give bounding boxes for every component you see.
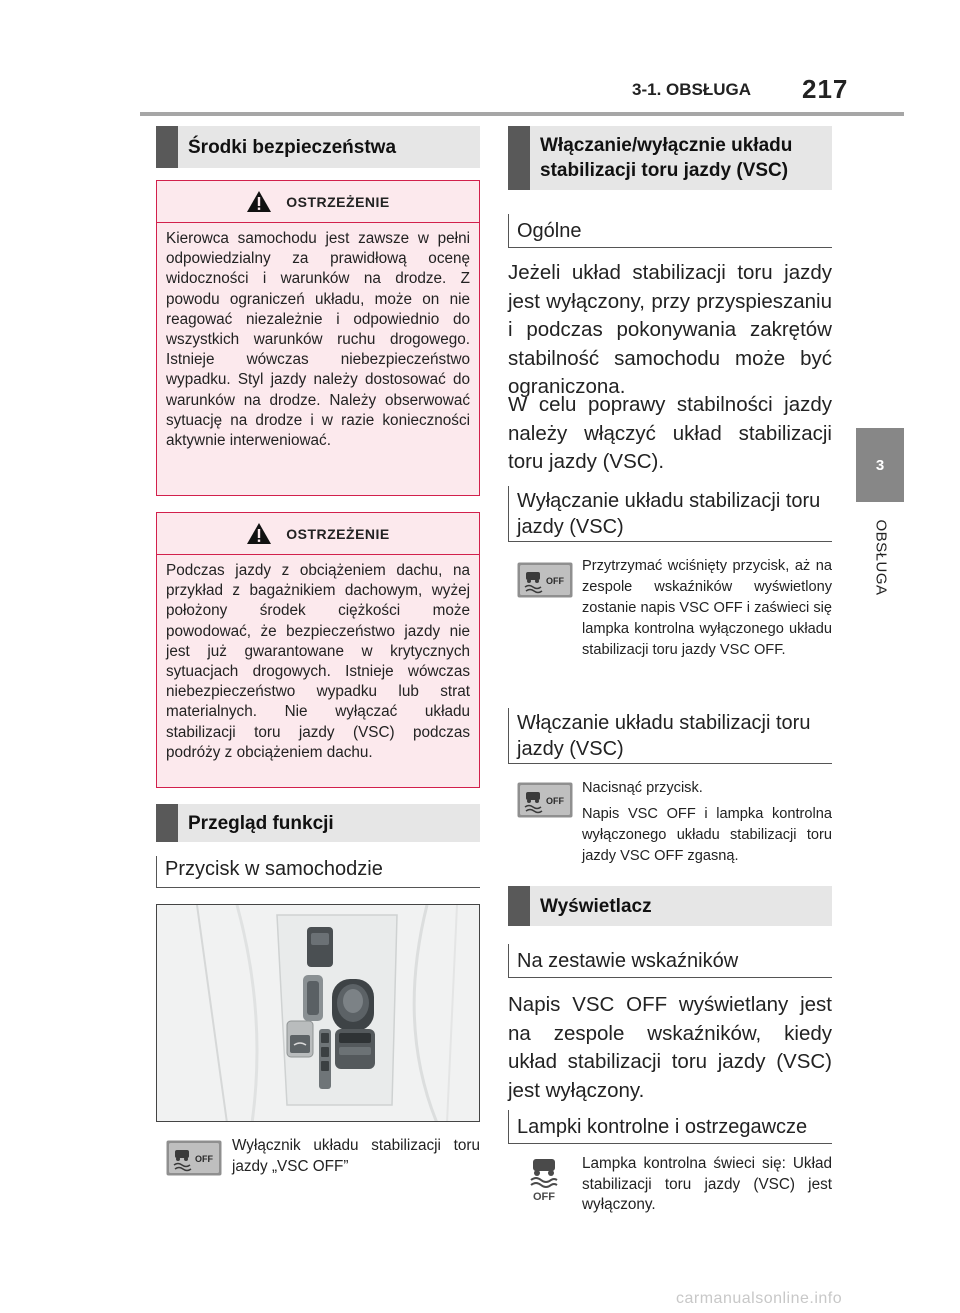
section-heading-safety: Środki bezpieczeństwa	[156, 126, 480, 168]
vsc-off-instructions: Przytrzymać wciśnięty przycisk, aż na zespole wskaźników wyświetlony zostanie napis VSC OFF i zaświeci się lampka kontrolna wyłączonego układu stabilizacji toru jazdy VSC OFF.	[582, 558, 832, 658]
page-number: 217	[802, 74, 849, 104]
vsc-off-indicator-icon	[526, 1156, 562, 1202]
subheading-vsc-on: Włączanie układu stabilizacji toru jazdy (VSC)	[508, 708, 832, 764]
warning-text: Podczas jazdy z obciążeniem dachu, na przykład z bagażnikiem dachowym, wyżej położony środek ciężkości może powodować, że bezpieczeństwo jazdy nie jest już gwarantowane w krytycznych sytuacjach drogowych. Istnieje wówczas niebezpieczeństwo wypadku lub strat materialnych. Nie wyłączać układu stabilizacji toru jazdy (VSC) podczas podróży z obciążeniem dachu.	[166, 562, 470, 761]
warning-text: Kierowca samochodu jest zawsze w pełni odpowiedzialny za prawidłową ocenę widoczności i warunków na drodze. Z powodu ograniczeń układu, może on nie reagować niezależnie i odpowiednio do wszystkich warunków ruchu drogowego. Istnieje wówczas niebezpieczeństwo wypadku. Styl jazdy należy dostosować do warunków na drodze. Należy obserwować sytuację na drodze i w razie konieczności aktywnie interweniować.	[166, 230, 470, 450]
watermark: carmanualsonline.info	[676, 1290, 843, 1307]
vsc-off-button-icon	[166, 1140, 222, 1176]
subheading-button: Przycisk w samochodzie	[156, 856, 480, 888]
section-heading-display: Wyświetlacz	[508, 886, 832, 926]
warning-box-1	[156, 180, 480, 496]
warning-box-2	[156, 512, 480, 788]
paragraph-display: Napis VSC OFF wyświetlany jest na zespole wskaźników, kiedy układ stabilizacji toru jazdy (VSC) jest wyłączony.	[508, 993, 832, 1102]
vsc-on-step-2: Napis VSC OFF i lampka kontrolna wyłączonego układu stabilizacji toru jazdy VSC OFF zgasną.	[582, 806, 832, 864]
subheading-lamps: Lampki kontrolne i ostrzegawcze	[508, 1110, 832, 1144]
section-heading-overview: Przegląd funkcji	[156, 804, 480, 842]
chapter-number: 3	[875, 456, 885, 474]
paragraph-general-2: W celu poprawy stabilności jazdy należy włączyć układ stabilizacji toru jazdy (VSC).	[508, 393, 832, 474]
section-heading-vsc-toggle: Włączanie/wyłącznie układu stabilizacji toru jazdy (VSC)	[508, 126, 832, 190]
warning-triangle-icon	[246, 190, 272, 213]
svg-text:OFF: OFF	[546, 576, 564, 586]
vsc-off-button-icon	[517, 562, 573, 598]
subheading-vsc-off: Wyłączanie układu stabilizacji toru jazdy (VSC)	[508, 486, 832, 542]
vsc-on-step-1: Nacisnąć przycisk.	[582, 780, 703, 796]
chapter-tab	[856, 428, 904, 502]
console-photo	[156, 904, 480, 1122]
header-rule	[140, 112, 904, 116]
lamp-description: Lampka kontrolna świeci się: Układ stabilizacji toru jazdy (VSC) jest wyłączony.	[582, 1155, 832, 1213]
vsc-off-button-icon	[517, 782, 573, 818]
running-header-section: 3-1. OBSŁUGA	[632, 80, 752, 99]
subheading-general: Ogólne	[508, 214, 832, 248]
button-caption: Wyłącznik układu stabilizacji toru jazdy „VSC OFF”	[232, 1137, 480, 1175]
svg-text:OFF: OFF	[533, 1191, 555, 1202]
chapter-label: OBSŁUGA	[872, 519, 890, 596]
warning-title: OSTRZEŻENIE	[157, 181, 479, 223]
subheading-cluster: Na zestawie wskaźników	[508, 944, 832, 978]
console-illustration	[157, 905, 480, 1122]
vsc-on-instructions	[582, 778, 832, 872]
svg-text:OFF: OFF	[546, 796, 564, 806]
svg-text:OFF: OFF	[195, 1154, 213, 1164]
warning-triangle-icon	[246, 522, 272, 545]
warning-title: OSTRZEŻENIE	[157, 513, 479, 555]
paragraph-general-1: Jeżeli układ stabilizacji toru jazdy jest wyłączony, przy przyspieszaniu i podczas pokonywania zakrętów stabilność samochodu może być ograniczona.	[508, 261, 832, 399]
